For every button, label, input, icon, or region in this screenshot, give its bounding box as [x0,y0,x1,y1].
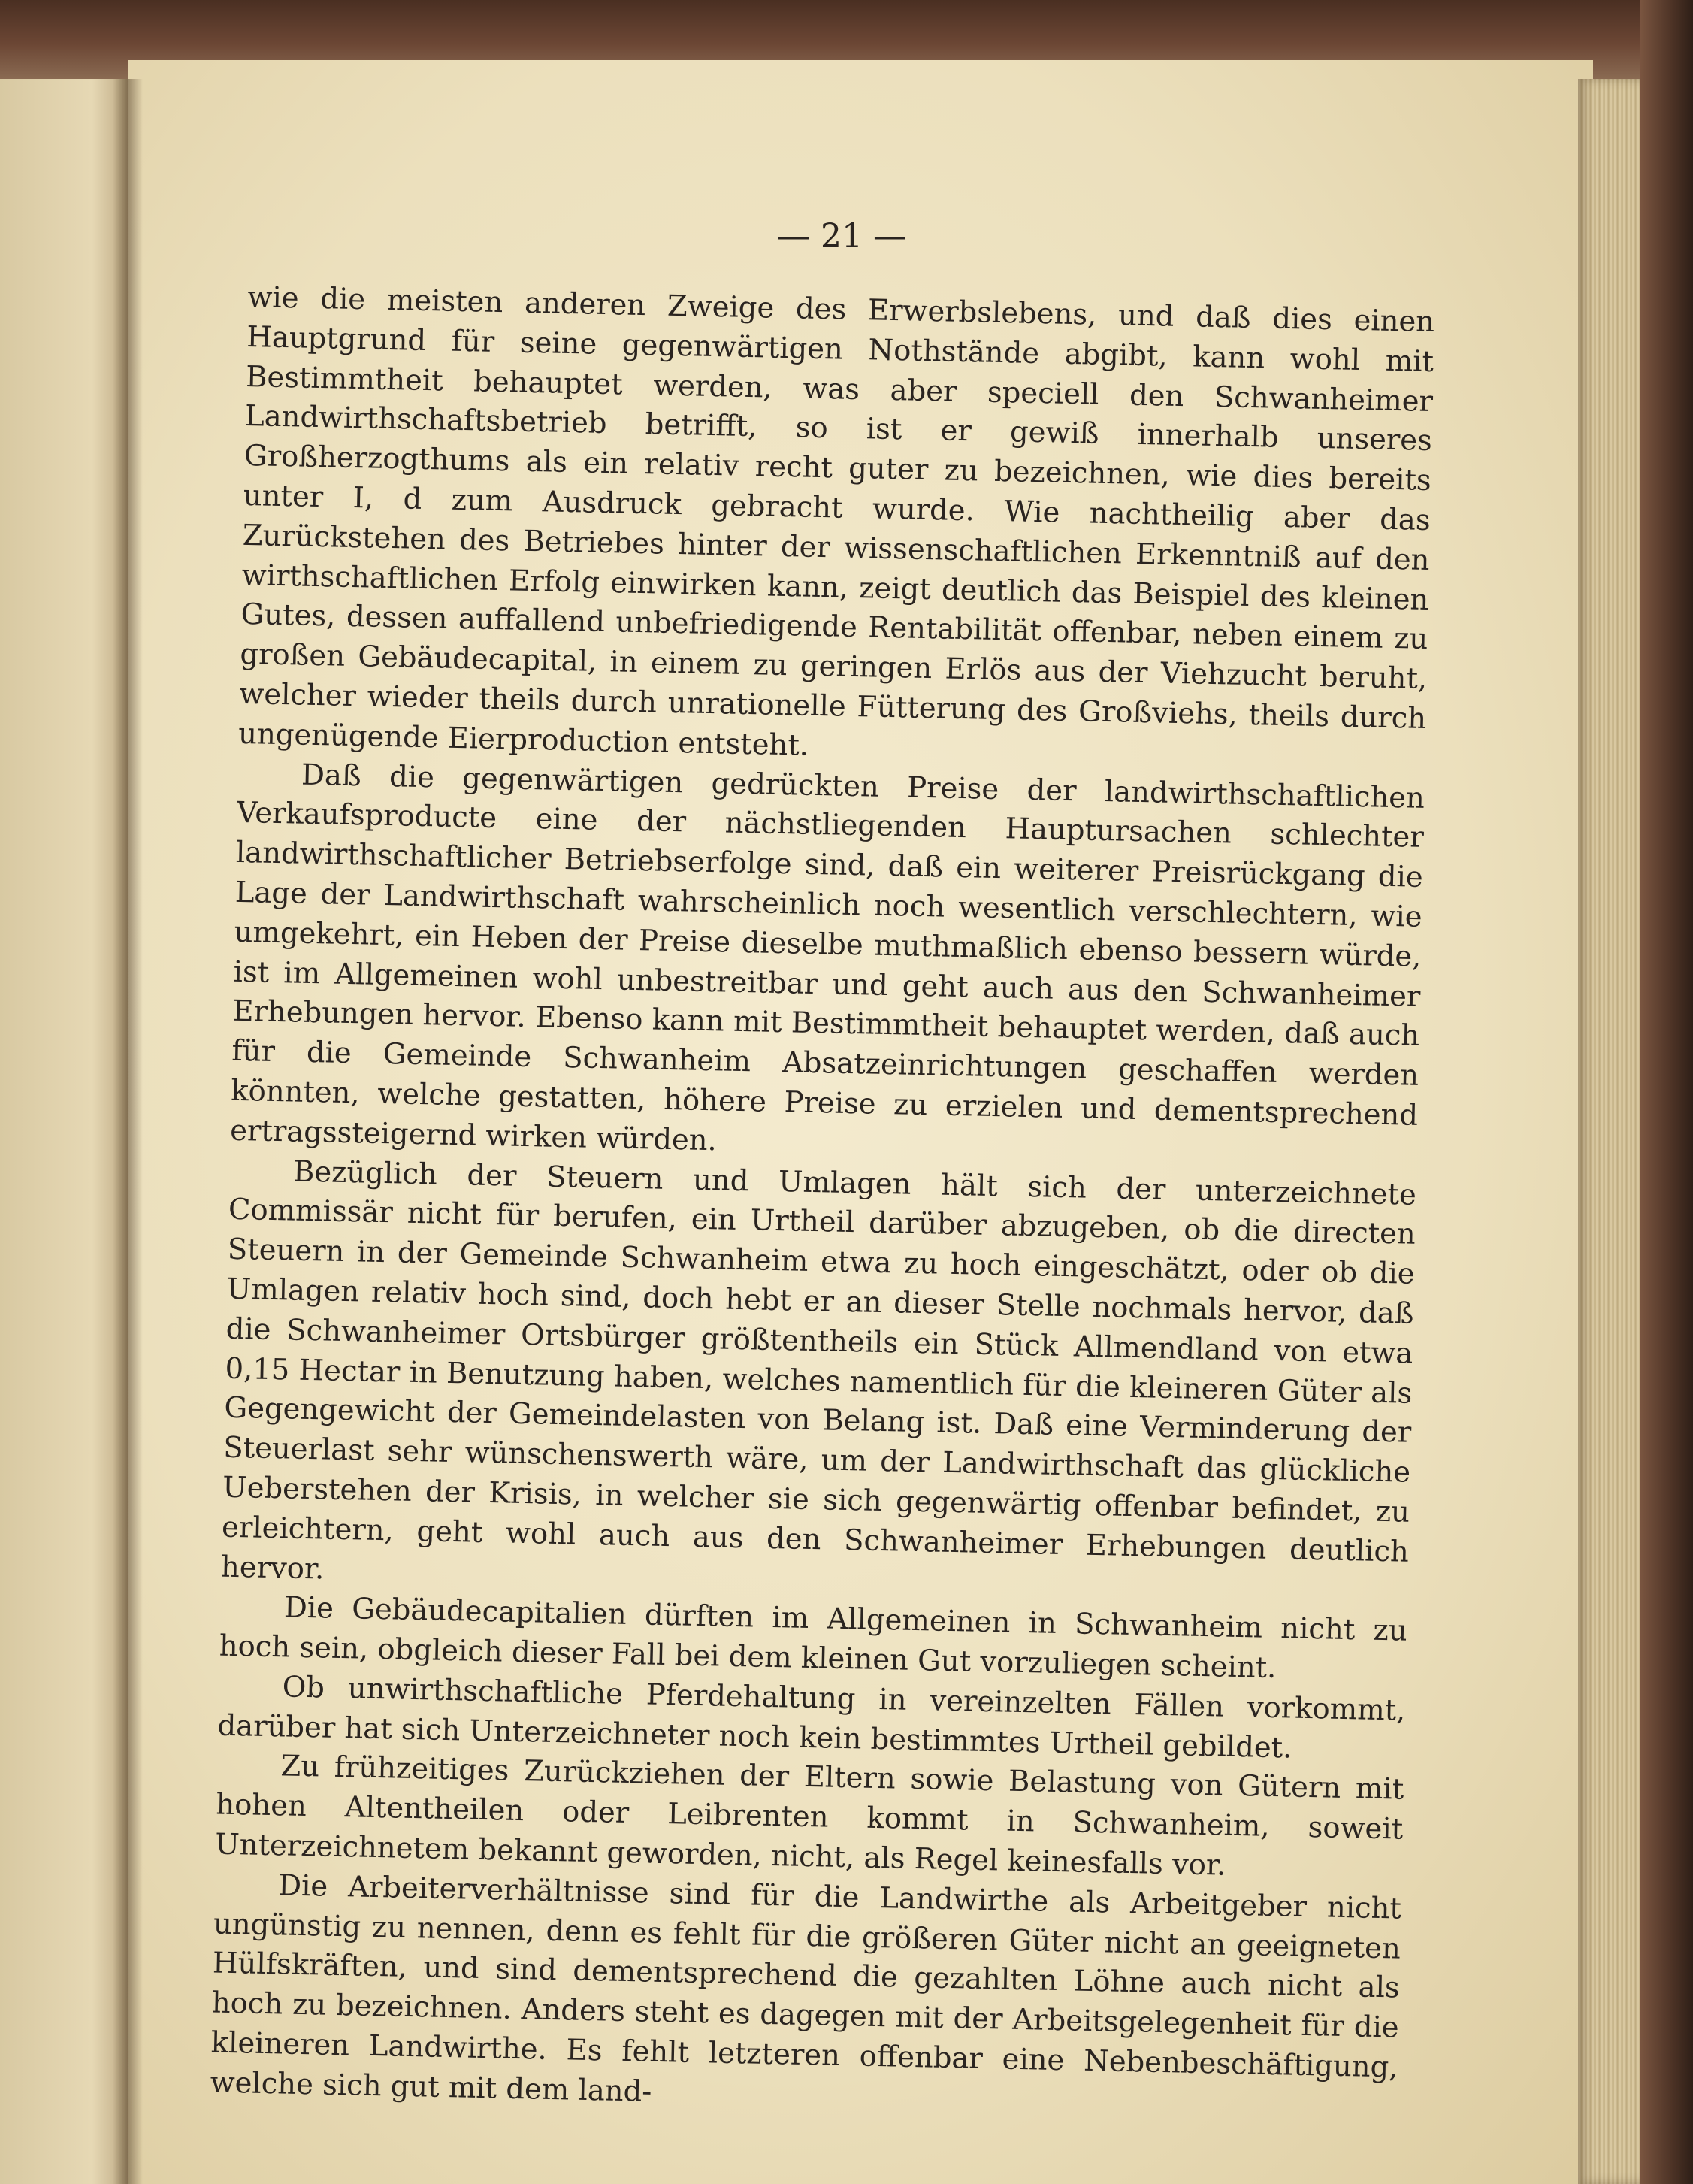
paragraph: Zu frühzeitiges Zurückziehen der Eltern sowie Belastung von Gütern mit hohen Altentheilen oder Leibrenten kommt in Schwanheim, soweit Unterzeichnetem bekannt geworden, nicht, als Regel keinesfalls vor. [214,1749,1404,1883]
page-number: — 21 — [777,217,906,256]
page-stack-edges [1578,79,1646,2184]
book-gutter [113,79,143,2184]
left-page-edge [0,79,132,2184]
paragraph: wie die meisten anderen Zweige des Erwerbslebens, und daß dies einen Hauptgrund für seine gegenwärtigen Nothstände abgibt, kann wohl mit Bestimmtheit behauptet werden, was aber speciell den Schwanheimer Landwirthschaftsbetrieb betrifft, so ist er gewiß innerhalb unseres Großherzogthums als ein relativ recht guter zu bezeichnen, wie dies bereits unter I, d zum Ausdruck gebracht wurde. Wie nachtheilig aber das Zurückstehen des Betriebes hinter der wissenschaftlichen Erkenntniß auf den wirthschaftlichen Erfolg einwirken kann, zeigt deutlich das Beispiel des kleinen Gutes, dessen auffallend unbefriedigende Rentabilität offenbar, neben einem zu großen Gebäudecapital, in einem zu geringen Erlös aus der Viehzucht beruht, welcher wieder theils durch unrationelle Fütterung des Großviehs, theils durch ungenügende Eierproduction entsteht. [237,280,1435,763]
paragraph: Die Gebäudecapitalien dürften im Allgemeinen in Schwanheim nicht zu hoch sein, obgleich dieser Fall bei dem kleinen Gut vorzuliegen scheint. [219,1590,1408,1686]
paragraph: Daß die gegenwärtigen gedrückten Preise der landwirthschaftlichen Verkaufsproducte eine der nächstliegenden Hauptursachen schlechter landwirthschaftlicher Betriebserfolge sind, daß ein weiterer Preisrückgang die Lage der Landwirthschaft wahrscheinlich noch wesentlich verschlechtern, wie umgekehrt, ein Heben der Preise dieselbe muthmaßlich ebenso bessern würde, ist im Allgemeinen wohl unbestreitbar und geht auch aus den Schwanheimer Erhebungen hervor. Ebenso kann mit Bestimmtheit behauptet werden, daß auch für die Gemeinde Schwanheim Absatzeinrichtungen geschaffen werden könnten, welche gestatten, höhere Preise zu erzielen und dementsprechend ertragssteigernd wirken würden. [229,758,1425,1158]
body-text [210,278,1435,2128]
paragraph: Die Arbeiterverhältnisse sind für die Landwirthe als Arbeitgeber nicht ungünstig zu nennen, denn es fehlt für die größeren Güter nicht an geeigneten Hülfskräften, und sind dementsprechend die gezahlten Löhne auch nicht als hoch zu bezeichnen. Anders steht es dagegen mit der Arbeitsgelegenheit für die kleineren Landwirthe. Es fehlt letzteren offenbar eine Nebenbeschäftigung, welche sich gut mit dem land- [210,1868,1402,2109]
paragraph: Ob unwirthschaftliche Pferdehaltung in vereinzelten Fällen vorkommt, darüber hat sich Unterzeichneter noch kein bestimmtes Urtheil gebildet. [217,1670,1406,1765]
book-cover-right [1640,0,1693,2184]
paragraph: Bezüglich der Steuern und Umlagen hält sich der unterzeichnete Commissär nicht für berufen, ein Urtheil darüber abzugeben, ob die directen Steuern in der Gemeinde Schwanheim etwa zu hoch eingeschätzt, oder ob die Umlagen relativ hoch sind, doch hebt er an dieser Stelle nochmals hervor, daß die Schwanheimer Ortsbürger größtentheils ein Stück Allmendland von etwa 0,15 Hectar in Benutzung haben, welches namentlich für die kleineren Güter als Gegengewicht der Gemeindelasten von Belang ist. Daß eine Verminderung der Steuerlast sehr wünschenswerth wäre, um der Landwirthschaft das glückliche Ueberstehen der Krisis, in welcher sie sich gegenwärtig offenbar befindet, zu erleichtern, geht wohl auch aus den Schwanheimer Erhebungen deutlich hervor. [220,1154,1417,1586]
